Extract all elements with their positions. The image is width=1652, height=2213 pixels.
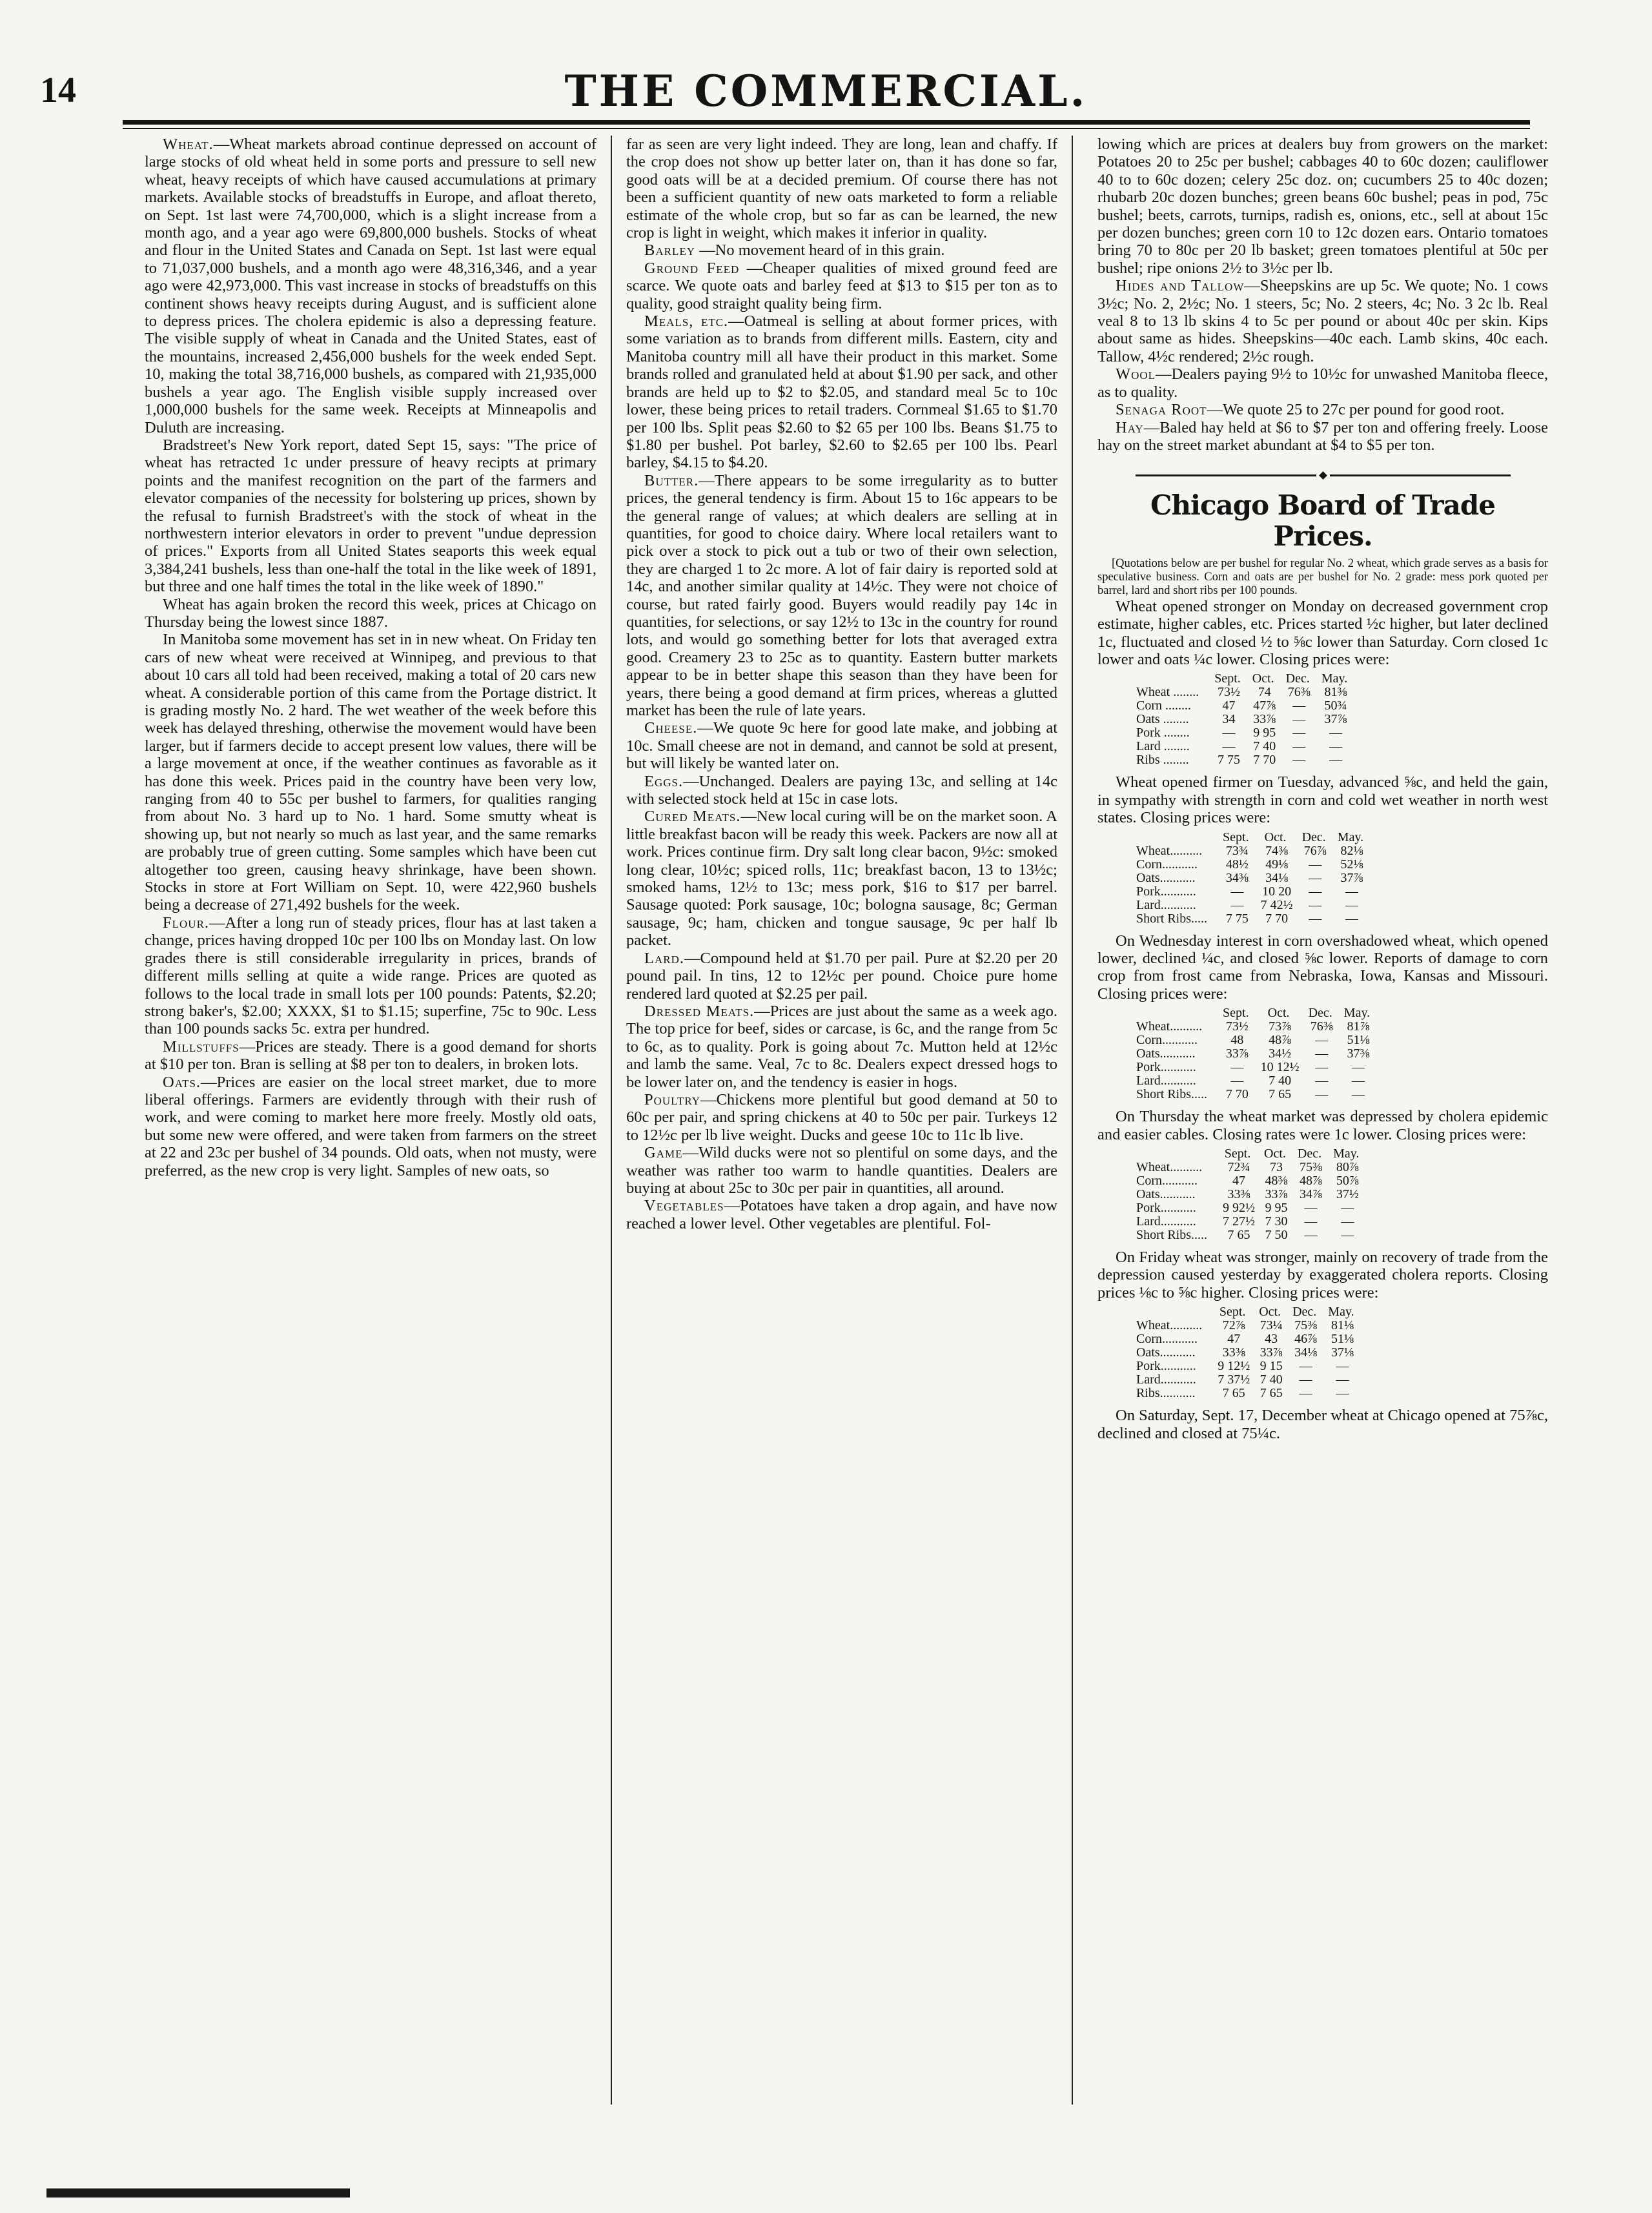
table-cell: 73⅞ xyxy=(1269,1019,1292,1034)
run-in-head: Wheat. xyxy=(163,136,214,153)
table-cell: Wheat ........ xyxy=(1136,685,1199,700)
table-header-cell: Sept. xyxy=(1224,1147,1251,1161)
table-cell: — xyxy=(1304,1228,1318,1242)
table-header-cell xyxy=(1136,1147,1223,1161)
table-cell: 34⅜ xyxy=(1225,870,1249,885)
table-header-cell: Sept. xyxy=(1223,830,1249,844)
table-cell: Short Ribs..... xyxy=(1136,1228,1208,1242)
table-cell: 10 12½ xyxy=(1260,1060,1300,1075)
table-cell: 7 65 xyxy=(1259,1386,1283,1401)
table-cell: — xyxy=(1230,1060,1244,1075)
table-cell: 75⅜ xyxy=(1294,1318,1318,1333)
table-cell: Oats........... xyxy=(1136,1345,1196,1360)
table-row xyxy=(1136,872,1375,885)
table-cell: 81⅛ xyxy=(1331,1318,1354,1333)
table-cell: 37⅛ xyxy=(1331,1345,1354,1360)
table-cell: 7 42½ xyxy=(1260,897,1293,912)
table-cell: 73½ xyxy=(1217,685,1240,700)
table-cell: — xyxy=(1299,1359,1312,1374)
table-cell: 49⅛ xyxy=(1265,857,1289,872)
table-header-cell: Dec. xyxy=(1297,1147,1322,1161)
table-row xyxy=(1136,1346,1366,1360)
column-2 xyxy=(626,136,1057,2098)
table-cell: Ribs........... xyxy=(1136,1386,1196,1401)
cbot-day-report: On Wednesday interest in corn overshadowed wheat, which opened lower, declined ¼c, and closed ⅝c lower. Reports of damage to corn crop from frost came from Nebraska, Iowa, Kansas and Missouri. Closing prices were: xyxy=(1097,932,1548,1003)
closing-prices-table xyxy=(1136,672,1359,767)
header-rule-thin xyxy=(123,128,1530,129)
table-cell: — xyxy=(1329,739,1343,754)
table-header-cell xyxy=(1136,831,1223,844)
table-header-cell xyxy=(1136,1006,1223,1020)
table-cell: 7 75 xyxy=(1217,753,1240,768)
table-cell: Ribs ........ xyxy=(1136,753,1189,768)
run-in-head: Cheese. xyxy=(644,719,698,737)
table-cell: 48½ xyxy=(1225,857,1249,872)
table-cell: 37⅜ xyxy=(1347,1046,1370,1061)
table-row xyxy=(1136,844,1375,858)
table-cell: — xyxy=(1299,1386,1312,1401)
table-cell: Lard........... xyxy=(1136,1074,1196,1088)
table-cell: 74 xyxy=(1258,685,1271,700)
table-cell: — xyxy=(1230,897,1244,912)
table-cell: Lard........... xyxy=(1136,897,1196,912)
table-cell: 73¼ xyxy=(1259,1318,1283,1333)
table-header-cell xyxy=(1136,672,1214,686)
table-cell: 80⅞ xyxy=(1336,1160,1359,1174)
article-butter: Butter.—There appears to be some irregularity as to butter prices, the general tendency is firm. About 15 to 16c appears to be the general range of values; at which dealers are selling at in quantities, for good to choice dairy. Where local retailers want to pick over a stock to pick out a tub or two of their own selection, they are charged 1 to 2c more. A lot of fair dairy is reported sold at 14c, and another similar quality at 14½c. They were not choice of course, but rated fairly good. Buyers would readily pay 14c in quantities, for selections, or say 12½ to 13c in the country for round lots, and would go something better for lots that averaged extra good. Creamery 23 to 25c as to quantity. Eastern butter markets appear to be in better shape this season than they have been for years, there being a good demand at firm prices, whereas a glutted market has been the rule of late years. xyxy=(626,471,1057,719)
table-cell: 37⅞ xyxy=(1340,870,1363,885)
article-ground-feed: Ground Feed —Cheaper qualities of mixed ground feed are scarce. We quote oats and barley feed at $13 to $15 per ton as to quality, good straight quality being firm. xyxy=(626,259,1057,312)
table-header-cell: Dec. xyxy=(1292,1305,1317,1320)
table-cell: — xyxy=(1309,897,1322,912)
table-row xyxy=(1136,1373,1366,1387)
table-cell: 9 15 xyxy=(1259,1359,1283,1374)
table-cell: Corn........... xyxy=(1136,1332,1198,1347)
article-vegetables: Vegetables—Potatoes have taken a drop again, and have now reached a lower level. Other vegetables are plentiful. Fol- xyxy=(626,1197,1057,1232)
table-cell: 7 65 xyxy=(1222,1386,1245,1401)
table-header-cell: Oct. xyxy=(1264,830,1287,844)
table-cell: — xyxy=(1222,739,1236,754)
header-rule-thick xyxy=(123,120,1530,125)
table-cell: 9 12½ xyxy=(1218,1359,1250,1374)
table-row xyxy=(1136,1034,1382,1047)
article-wheat-manitoba: In Manitoba some movement has set in in new wheat. On Friday ten cars of new wheat were received at Winnipeg, and previous to that about 10 cars all told had been received, making a total of 20 cars new wheat. A considerable portion of this came from the Portage district. It is grading mostly No. 2 hard. The wet weather of the week before this week has delayed threshing, otherwise the movement would have been larger, but if farmers decide to accept present low values, there will be a large movement at once, if the weather continues as favorable as it has done this week. Prices paid in the country have been very low, ranging from 40 to 55c per bushel to farmers, for qualities ranging from about No. 3 hard up to No. 1 hard. Some smutty wheat is showing up, but not nearly so much as last year, and the same remarks are probably true of green cutting. Some samples which have been cut altogether too green, causing heavy shrinkage, have been shown. Stocks in store at Fort William on Sept. 10, were 422,960 bushels being a decrease of 271,492 bushels for the week. xyxy=(145,631,597,914)
table-cell: — xyxy=(1299,1372,1312,1387)
closing-prices-table xyxy=(1136,1305,1366,1400)
table-header-cell: Sept. xyxy=(1223,1006,1249,1021)
table-cell: 7 50 xyxy=(1265,1228,1288,1242)
table-header-row xyxy=(1136,831,1375,844)
table-cell: — xyxy=(1329,753,1343,768)
table-cell: 47 xyxy=(1222,699,1236,713)
table-row xyxy=(1136,1387,1366,1400)
table-cell: 74⅜ xyxy=(1265,843,1289,858)
masthead-title: THE COMMERCIAL. xyxy=(564,66,1088,116)
table-cell: Corn........... xyxy=(1136,1033,1198,1048)
article-wheat: Wheat.—Wheat markets abroad continue depressed on account of large stocks of old wheat held in some ports and pressure to sell new wheat, heavy receipts of which have caused accumulations at primary markets. Available stocks of breadstuffs in Europe, and afloat thereto, on Sept. 1st last were 74,700,000, which is a slight increase from a month ago, and a year ago were 69,800,000 bushels. Stocks of wheat and flour in the United States and Canada on Sept. 1st last were equal to 71,037,000 bushels, and a month ago were 48,316,346, and a year ago were 42,973,000. This vast increase in stocks of breadstuffs on this continent shows heavy receipts during August, and is sufficient alone to depress prices. The cholera epidemic is also a depressing feature. The visible supply of wheat in Canada and the United States, east of the mountains, increased 2,456,000 bushels for the week ended Sept. 10, making the total 38,716,000 bushels, as compared with 21,935,000 bushels a year ago. The English visible supply increased over 1,000,000 bushels for the same week. Receipts at Minneapolis and Duluth are increasing. xyxy=(145,136,597,436)
table-row xyxy=(1136,858,1375,872)
table-cell: 75⅜ xyxy=(1300,1160,1323,1174)
table-cell: 52⅛ xyxy=(1340,857,1363,872)
table-cell: 46⅞ xyxy=(1294,1332,1318,1347)
table-cell: — xyxy=(1341,1201,1354,1215)
table-cell: — xyxy=(1309,870,1322,885)
table-cell: Pork........... xyxy=(1136,884,1196,899)
table-cell: 7 37½ xyxy=(1218,1372,1250,1387)
run-in-head: Butter. xyxy=(644,471,699,489)
table-cell: 72¾ xyxy=(1227,1160,1250,1174)
run-in-head: Millstuffs xyxy=(163,1037,240,1056)
run-in-head: Vegetables xyxy=(644,1197,724,1215)
footer-bar xyxy=(46,2188,350,2198)
table-cell: — xyxy=(1315,1046,1329,1061)
article-dressed-meats: Dressed Meats.—Prices are just about the same as a week ago. The top price for beef, sides or carcase, is 6c, and the range from 5c to 6c, as to quality. Pork is going about 7c. Mutton held at 12½c and lamb the same. Veal, 7c to 8c. Dealers expect dressed hogs to be lower later on, and the tendency is easier in hogs. xyxy=(626,1002,1057,1091)
table-cell: 43 xyxy=(1265,1332,1278,1347)
table-header-cell: May. xyxy=(1337,830,1364,844)
table-cell: 7 40 xyxy=(1269,1074,1292,1088)
table-cell: 33⅜ xyxy=(1222,1345,1245,1360)
run-in-head: Oats. xyxy=(163,1073,201,1091)
table-cell: Lard........... xyxy=(1136,1372,1196,1387)
article-eggs: Eggs.—Unchanged. Dealers are paying 13c, and selling at 14c with selected stock held at 15c in case lots. xyxy=(626,772,1057,808)
table-header-row xyxy=(1136,1147,1371,1161)
table-cell: Oats........... xyxy=(1136,1187,1196,1201)
table-cell: 73½ xyxy=(1225,1019,1249,1034)
table-row xyxy=(1136,686,1359,699)
column-rule xyxy=(1072,136,1073,2105)
table-row xyxy=(1136,885,1375,899)
article-millstuffs: Millstuffs—Prices are steady. There is a good demand for shorts at $10 per ton. Bran is selling at $8 per ton to dealers, in broken lots. xyxy=(145,1037,597,1074)
table-cell: 7 40 xyxy=(1253,739,1276,754)
table-header-cell: Oct. xyxy=(1252,671,1274,686)
table-cell: 33⅞ xyxy=(1265,1187,1288,1201)
table-cell: — xyxy=(1336,1372,1349,1387)
closing-prices-table xyxy=(1136,1147,1371,1242)
table-cell: 7 30 xyxy=(1265,1214,1288,1229)
table-header-cell: May. xyxy=(1328,1305,1354,1320)
table-cell: 48⅜ xyxy=(1265,1174,1288,1188)
table-cell: 50⅞ xyxy=(1336,1174,1359,1188)
table-cell: 33⅞ xyxy=(1253,712,1276,727)
run-in-head: Hides and Tallow xyxy=(1116,277,1245,295)
table-cell: — xyxy=(1341,1214,1354,1229)
table-cell: — xyxy=(1336,1386,1349,1401)
table-cell: 72⅞ xyxy=(1222,1318,1245,1333)
table-cell: — xyxy=(1351,1060,1365,1075)
table-cell: 7 70 xyxy=(1265,911,1289,926)
table-cell: — xyxy=(1292,712,1306,727)
table-row xyxy=(1136,1319,1366,1332)
table-header-cell: Dec. xyxy=(1301,830,1326,844)
table-row xyxy=(1136,753,1359,767)
table-cell: 47 xyxy=(1227,1332,1241,1347)
table-cell: — xyxy=(1345,897,1358,912)
run-in-head: Game xyxy=(644,1144,683,1162)
article-oats: Oats.—Prices are easier on the local street market, due to more liberal offerings. Farmers are evidently through with their rush of work, and were coming to market here more freely. Mostly old oats, but some new were offered, and were taken from farmers on the street at 22 and 23c per bushel of 34 pounds. Old oats, when not musty, were preferred, as the new crop is very light. Samples of new oats, so xyxy=(145,1073,597,1179)
run-in-head: Meals, etc. xyxy=(644,312,729,331)
table-cell: — xyxy=(1315,1060,1329,1075)
table-row xyxy=(1136,713,1359,726)
article-game: Game—Wild ducks were not so plentiful on some days, and the weather was rather too warm to handle quantities. Dealers are buying at about 25c to 30c per pair in quantities, all around. xyxy=(626,1144,1057,1197)
table-cell: 48 xyxy=(1230,1033,1244,1048)
table-header-row xyxy=(1136,1006,1382,1020)
table-cell: 7 65 xyxy=(1227,1228,1250,1242)
table-header-cell: Oct. xyxy=(1264,1147,1286,1161)
table-cell: 47 xyxy=(1232,1174,1246,1188)
table-cell: — xyxy=(1309,911,1322,926)
table-cell: — xyxy=(1230,884,1244,899)
article-flour: Flour.—After a long run of steady prices, flour has at last taken a change, prices having dropped 10c per 100 lbs on Monday last. On low grades there is still considerable irregularity in prices, brands of different mills selling at quite a wide range. Prices are quoted as follows to the local trade in small lots per 100 pounds: Patents, $2.20; strong baker's, $2.00; XXXX, $1 to $1.15; superfine, 75c to 90c. Less than 100 pounds sacks 5c. extra per hundred. xyxy=(145,913,597,1038)
table-row xyxy=(1136,1074,1382,1088)
table-row xyxy=(1136,1188,1371,1201)
table-cell: 33⅞ xyxy=(1259,1345,1283,1360)
table-row xyxy=(1136,699,1359,713)
table-row xyxy=(1136,726,1359,740)
table-cell: — xyxy=(1345,884,1358,899)
table-cell: — xyxy=(1336,1359,1349,1374)
table-cell: — xyxy=(1351,1074,1365,1088)
table-cell: — xyxy=(1292,739,1306,754)
table-cell: — xyxy=(1292,726,1306,740)
table-cell: — xyxy=(1292,753,1306,768)
section-ornament xyxy=(1097,465,1548,483)
table-cell: 34½ xyxy=(1269,1046,1292,1061)
table-cell: 33⅜ xyxy=(1227,1187,1250,1201)
run-in-head: Barley xyxy=(644,241,696,260)
table-row xyxy=(1136,1061,1382,1074)
table-cell: Lard........... xyxy=(1136,1214,1196,1229)
table-cell: 76⅞ xyxy=(1303,843,1327,858)
table-cell: Short Ribs..... xyxy=(1136,1087,1208,1102)
table-cell: 7 75 xyxy=(1225,911,1249,926)
table-cell: Corn........... xyxy=(1136,1174,1198,1188)
column-3 xyxy=(1097,136,1548,2098)
table-cell: 10 20 xyxy=(1262,884,1292,899)
table-cell: 47⅞ xyxy=(1253,699,1276,713)
table-cell: Corn ........ xyxy=(1136,699,1191,713)
table-cell: Short Ribs..... xyxy=(1136,911,1208,926)
cbot-day-report: Wheat opened stronger on Monday on decreased government crop estimate, higher cables, etc. Prices started ½c higher, but later declined 1c, fluctuated and closed ½ to ⅝c lower than Saturday. Corn closed 1c lower and oats ¼c lower. Closing prices were: xyxy=(1097,597,1548,668)
table-cell: — xyxy=(1309,884,1322,899)
table-cell: 7 65 xyxy=(1269,1087,1292,1102)
table-cell: Corn........... xyxy=(1136,857,1198,872)
article-lard: Lard.—Compound held at $1.70 per pail. Pure at $2.20 per 20 pound pail. In tins, 12 to 12½c per pound. Choice pure home rendered lard quoted at $2.25 per pail. xyxy=(626,949,1057,1003)
table-row xyxy=(1136,1161,1371,1174)
article-hay: Hay—Baled hay held at $6 to $7 per ton and offering freely. Loose hay on the street market abundant at $4 to $5 per ton. xyxy=(1097,418,1548,454)
table-header-cell: Sept. xyxy=(1219,1305,1246,1320)
table-row xyxy=(1136,1020,1382,1034)
table-header-cell: May. xyxy=(1343,1006,1371,1021)
cbot-day-report: Wheat opened firmer on Tuesday, advanced ⅝c, and held the gain, in sympathy with strength in corn and cold wet weather in north west states. Closing prices were: xyxy=(1097,773,1548,827)
table-cell: 7 27½ xyxy=(1223,1214,1256,1229)
table-cell: 81⅜ xyxy=(1324,685,1347,700)
article-vegetables-continued: lowing which are prices at dealers buy from growers on the market: Potatoes 20 to 25c per bushel; cabbages 40 to 60c dozen; cauliflower 40 to to 60c dozen; celery 25c doz. on; cucumbers 25 to 40c dozen; rhubarb 20c dozen bunches; green beans 60c bushel; peas in pod, 75c bushel; beets, carrots, turnips, radish es, onions, etc., sell at about 15c per dozen bunches; green corn 10 to 12c dozen ears. Ontario tomatoes bring 70 to 80c per 20 lb basket; green tomatoes plentiful at 50c per bushel; ripe onions 2½ to 3½c per lb. xyxy=(1097,136,1548,277)
page-number: 14 xyxy=(40,70,76,110)
column-rule xyxy=(611,136,612,2105)
table-cell: — xyxy=(1315,1074,1329,1088)
closing-prices-table xyxy=(1136,831,1375,926)
table-cell: 50¾ xyxy=(1324,699,1347,713)
table-cell: Pork........... xyxy=(1136,1060,1196,1075)
saturday-report: On Saturday, Sept. 17, December wheat at Chicago opened at 75⅞c, declined and closed at 75¼c. xyxy=(1097,1407,1548,1442)
article-hides-tallow: Hides and Tallow—Sheepskins are up 5c. We quote; No. 1 cows 3½c; No. 2, 2½c; No. 1 steers, 5c; No. 2 steers, 4c; No. 3 2c lb. Real veal 8 to 13 lb skins 4 to 5c per pound or about 40c per skin. Kips about same as hides. Sheepskins—40c each. Lamb skins, 40c each. Tallow, 4½c rendered; 2½c rough. xyxy=(1097,277,1548,365)
run-in-head: Dressed Meats. xyxy=(644,1002,755,1020)
table-cell: 51⅛ xyxy=(1331,1332,1354,1347)
table-cell: 73 xyxy=(1269,1160,1283,1174)
table-row xyxy=(1136,1088,1382,1101)
table-cell: — xyxy=(1329,726,1343,740)
table-row xyxy=(1136,1174,1371,1188)
table-cell: 37½ xyxy=(1336,1187,1359,1201)
table-cell: Oats........... xyxy=(1136,870,1196,885)
table-cell: 7 40 xyxy=(1259,1372,1283,1387)
article-wheat-bradstreets: Bradstreet's New York report, dated Sept 15, says: "The price of wheat has retracted 1c under pressure of heavy recipts at primary points and the manifest recognition on the part of the farmers and elevator companies of the necessity for bolstering up prices, shown by the refusal to furnish Bradstreet's with the stock of wheat in the northwestern interior elevators in order to prevent "undue depression of prices." Exports from all United States seaports this week equal 3,384,241 bushels, less than one-half the total in the like week of 1891, but three and one half times the total in the like week of 1890." xyxy=(145,436,597,596)
run-in-head: Poultry xyxy=(644,1090,701,1108)
run-in-head: Flour. xyxy=(163,913,210,932)
table-cell: 34⅛ xyxy=(1294,1345,1318,1360)
table-cell: Oats ........ xyxy=(1136,712,1189,727)
table-cell: — xyxy=(1341,1228,1354,1242)
table-cell: 9 95 xyxy=(1265,1201,1288,1215)
table-cell: Lard ........ xyxy=(1136,739,1190,754)
table-cell: 37⅞ xyxy=(1324,712,1347,727)
table-cell: 81⅞ xyxy=(1347,1019,1370,1034)
table-cell: 48⅞ xyxy=(1269,1033,1292,1048)
column-1 xyxy=(145,136,597,2098)
cbot-section-title: Chicago Board of Trade Prices. xyxy=(1150,489,1495,552)
table-cell: 7 70 xyxy=(1253,753,1276,768)
cbot-day-report: On Friday wheat was stronger, mainly on recovery of trade from the depression caused yesterday by exaggerated cholera reports. Closing prices ⅛c to ⅝c higher. Closing prices were: xyxy=(1097,1249,1548,1301)
table-cell: Oats........... xyxy=(1136,1046,1196,1061)
table-header-cell: Dec. xyxy=(1308,1006,1332,1021)
table-cell: Wheat.......... xyxy=(1136,1160,1203,1174)
table-header-cell: Oct. xyxy=(1267,1006,1290,1021)
cbot-daily-reports xyxy=(1097,598,1548,1401)
table-cell: — xyxy=(1230,1074,1244,1088)
table-cell: 73¾ xyxy=(1225,843,1249,858)
table-row xyxy=(1136,1332,1366,1346)
table-header-cell xyxy=(1136,1305,1218,1319)
table-cell: — xyxy=(1309,857,1322,872)
article-poultry: Poultry—Chickens more plentiful but good demand at 50 to 60c per pair, and spring chickens at 40 to 50c per pair. Turkeys 12 to 12½c per lb live weight. Ducks and geese 10c to 11c lb live. xyxy=(626,1090,1057,1144)
article-cured-meats: Cured Meats.—New local curing will be on the market soon. A little breakfast bacon will be ready this week. Packers are now all at work. Prices continue firm. Dry salt long clear bacon, 9½c: smoked long clear, 10½c; spiced rolls, 11c; breakfast bacon, 13 to 13½c; smoked hams, 12½ to 13c; mess pork, $16 to $17 per barrel. Sausage quoted: Pork sausage, 10c; bologna sausage, 8c; German sausage, 9c; ham, chicken and tongue sausage, 9c per half lb packet. xyxy=(626,808,1057,950)
table-cell: — xyxy=(1345,911,1358,926)
table-cell: 34⅞ xyxy=(1300,1187,1323,1201)
table-cell: Pork ........ xyxy=(1136,726,1190,740)
cbot-day-report: On Thursday the wheat market was depressed by cholera epidemic and easier cables. Closing rates were 1c lower. Closing prices were: xyxy=(1097,1108,1548,1143)
table-cell: Wheat.......... xyxy=(1136,1318,1203,1333)
table-cell: 7 70 xyxy=(1225,1087,1249,1102)
article-wheat-record: Wheat has again broken the record this week, prices at Chicago on Thursday being the lowest since 1887. xyxy=(145,595,597,631)
run-in-head: Ground Feed xyxy=(644,259,740,277)
table-cell: — xyxy=(1222,726,1236,740)
table-row xyxy=(1136,1229,1371,1242)
table-cell: Pork........... xyxy=(1136,1359,1196,1374)
table-row xyxy=(1136,899,1375,912)
table-header-cell: May. xyxy=(1321,671,1348,686)
cbot-quotation-note: [Quotations below are per bushel for regular No. 2 wheat, which grade serves as a basis for speculative business. Corn and oats are per bushel for No. 2 grade: mess pork quoted per barrel, lard and short ribs per 100 pounds. xyxy=(1097,556,1548,597)
table-cell: 9 95 xyxy=(1253,726,1276,740)
article-oats-continued: far as seen are very light indeed. They are long, lean and chaffy. If the crop does not show up better later on, than it has done so far, good oats will be at a decided premium. Of course there has not been a sufficient quantity of new oats marketed to form a reliable estimate of the whole crop, but so far as can be learned, the new crop is light in weight, which makes it inferior in quality. xyxy=(626,136,1057,242)
table-header-cell: Oct. xyxy=(1259,1305,1281,1320)
article-meals: Meals, etc.—Oatmeal is selling at about former prices, with some variation as to brands from different mills. Eastern, city and Manitoba country mill all have their product in this market. Some brands rolled and granulated held at about $1.90 per sack, and other brands are held up to $2 to $2.05, and standard meal 5c to 10c lower, these being prices to retail traders. Cornmeal $1.65 to $1.70 per 100 lbs. Split peas $2.60 to $2 65 per 100 lbs. Beans $1.75 to $1.80 per bushel. Pot barley, $2.60 to $2.65 per 100 lbs. Pearl barley, $4.15 to $4.20. xyxy=(626,312,1057,472)
table-cell: 76⅜ xyxy=(1287,685,1310,700)
table-cell: 33⅞ xyxy=(1225,1046,1249,1061)
article-wool: Wool—Dealers paying 9½ to 10½c for unwashed Manitoba fleece, as to quality. xyxy=(1097,365,1548,401)
run-in-head: Senaga Root xyxy=(1116,401,1207,419)
table-cell: Wheat.......... xyxy=(1136,1019,1203,1034)
article-senaga-root: Senaga Root—We quote 25 to 27c per pound for good root. xyxy=(1116,401,1505,419)
article-barley: Barley —No movement heard of in this grain. xyxy=(644,241,945,260)
run-in-head: Hay xyxy=(1116,418,1144,436)
table-row xyxy=(1136,912,1375,926)
table-row xyxy=(1136,1047,1382,1061)
run-in-head: Cured Meats. xyxy=(644,808,741,826)
table-header-cell: May. xyxy=(1333,1147,1360,1161)
table-cell: — xyxy=(1315,1087,1329,1102)
table-row xyxy=(1136,1201,1371,1215)
closing-prices-table xyxy=(1136,1006,1382,1101)
table-cell: 9 92½ xyxy=(1223,1201,1256,1215)
table-cell: — xyxy=(1315,1033,1329,1048)
table-cell: Pork........... xyxy=(1136,1201,1196,1215)
table-cell: 48⅞ xyxy=(1300,1174,1323,1188)
table-cell: 82⅛ xyxy=(1340,843,1363,858)
table-cell: 76⅜ xyxy=(1310,1019,1333,1034)
table-header-row xyxy=(1136,1305,1366,1319)
run-in-head: Eggs. xyxy=(644,772,684,790)
table-cell: 34 xyxy=(1222,712,1236,727)
run-in-head: Wool xyxy=(1116,365,1156,383)
table-header-row xyxy=(1136,672,1359,686)
table-row xyxy=(1136,1215,1371,1229)
table-cell: — xyxy=(1304,1214,1318,1229)
table-cell: Wheat.......... xyxy=(1136,843,1203,858)
table-header-cell: Dec. xyxy=(1285,671,1310,686)
run-in-head: Lard. xyxy=(644,949,684,967)
table-row xyxy=(1136,740,1359,753)
table-cell: 51⅛ xyxy=(1347,1033,1370,1048)
article-cheese: Cheese.—We quote 9c here for good late make, and jobbing at 10c. Small cheese are not in demand, and cannot be sold at present, but will likely be wanted later on. xyxy=(626,719,1057,773)
table-header-cell: Sept. xyxy=(1214,671,1241,686)
table-cell: — xyxy=(1292,699,1306,713)
table-cell: — xyxy=(1351,1087,1365,1102)
table-cell: — xyxy=(1304,1201,1318,1215)
table-cell: 34⅛ xyxy=(1265,870,1289,885)
table-row xyxy=(1136,1360,1366,1373)
